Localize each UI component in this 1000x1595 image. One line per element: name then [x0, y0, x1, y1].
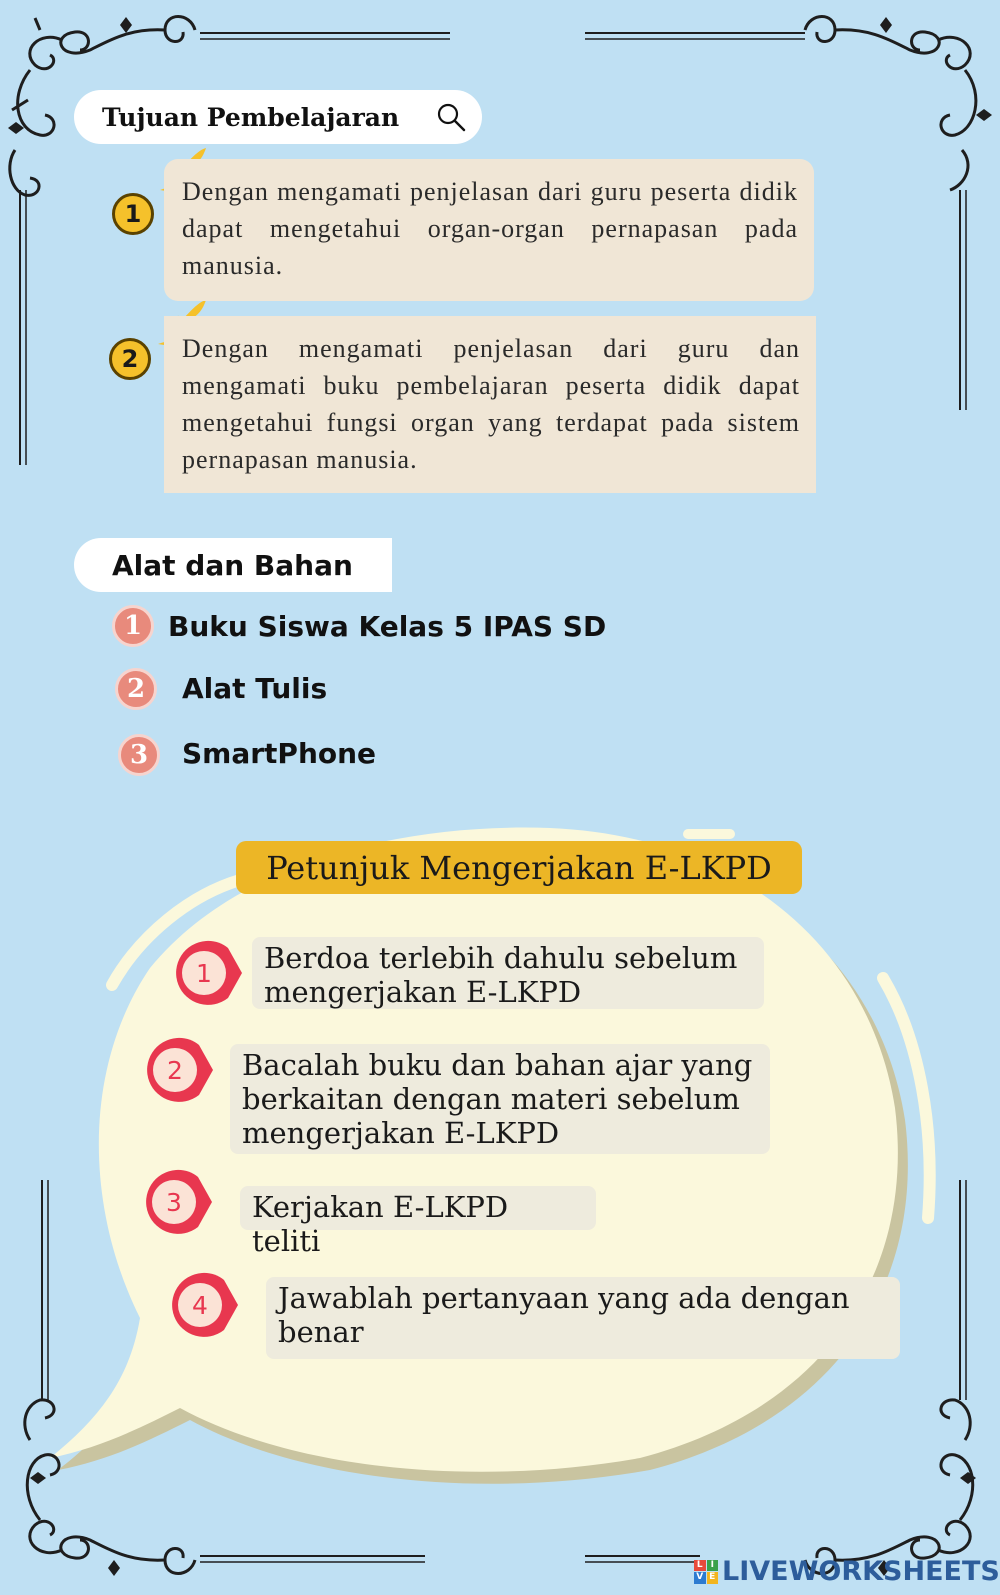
- tool-item-label: Buku Siswa Kelas 5 IPAS SD: [168, 610, 607, 643]
- step-marker: [166, 1269, 238, 1341]
- step-text: Jawablah pertanyaan yang ada dengan benar: [266, 1277, 900, 1359]
- tujuan-header: [74, 90, 482, 144]
- alat-title: Alat dan Bahan: [112, 548, 353, 582]
- petunjuk-title: Petunjuk Mengerjakan E-LKPD: [236, 841, 802, 894]
- svg-text:4: 4: [192, 1291, 208, 1320]
- goal-number-badge: 1: [112, 193, 154, 235]
- goal-item: Dengan mengamati penjelasan dari guru dan mengamati buku pembelajaran peserta didik dapat mengetahui fungsi organ yang terdapat pada sistem pernapasan manusia.: [164, 316, 816, 493]
- tool-number-badge: 1: [112, 605, 154, 647]
- goal-item: Dengan mengamati penjelasan dari guru peserta didik dapat mengetahui organ-organ pernapasan pada manusia.: [164, 159, 814, 301]
- speech-bubble: [50, 828, 930, 1484]
- svg-text:2: 2: [167, 1056, 183, 1085]
- step-text: Kerjakan E-LKPD teliti: [240, 1186, 596, 1230]
- step-marker: [141, 1034, 213, 1106]
- step-marker: [140, 1166, 212, 1238]
- step-text: Bacalah buku dan bahan ajar yang berkaitan dengan materi sebelum mengerjakan E-LKPD: [230, 1044, 770, 1154]
- step-marker: [170, 937, 242, 1009]
- svg-text:3: 3: [166, 1188, 182, 1217]
- brand-name: LIVEWORKSHEETS: [722, 1556, 1000, 1587]
- search-icon[interactable]: [436, 102, 466, 132]
- tool-number-badge: 3: [118, 734, 160, 776]
- alat-header: [74, 538, 392, 592]
- brand-logo-icon: L I V E: [694, 1560, 718, 1584]
- tujuan-title: Tujuan Pembelajaran: [102, 102, 400, 132]
- goal-number-badge: 2: [109, 338, 151, 380]
- step-text: Berdoa terlebih dahulu sebelum mengerjakan E-LKPD: [252, 937, 764, 1009]
- tool-item-label: Alat Tulis: [182, 672, 328, 705]
- tool-number-badge: 2: [115, 668, 157, 710]
- liveworksheets-logo[interactable]: [694, 1556, 1000, 1587]
- tool-item-label: SmartPhone: [182, 737, 377, 770]
- step-number: 1: [196, 959, 212, 988]
